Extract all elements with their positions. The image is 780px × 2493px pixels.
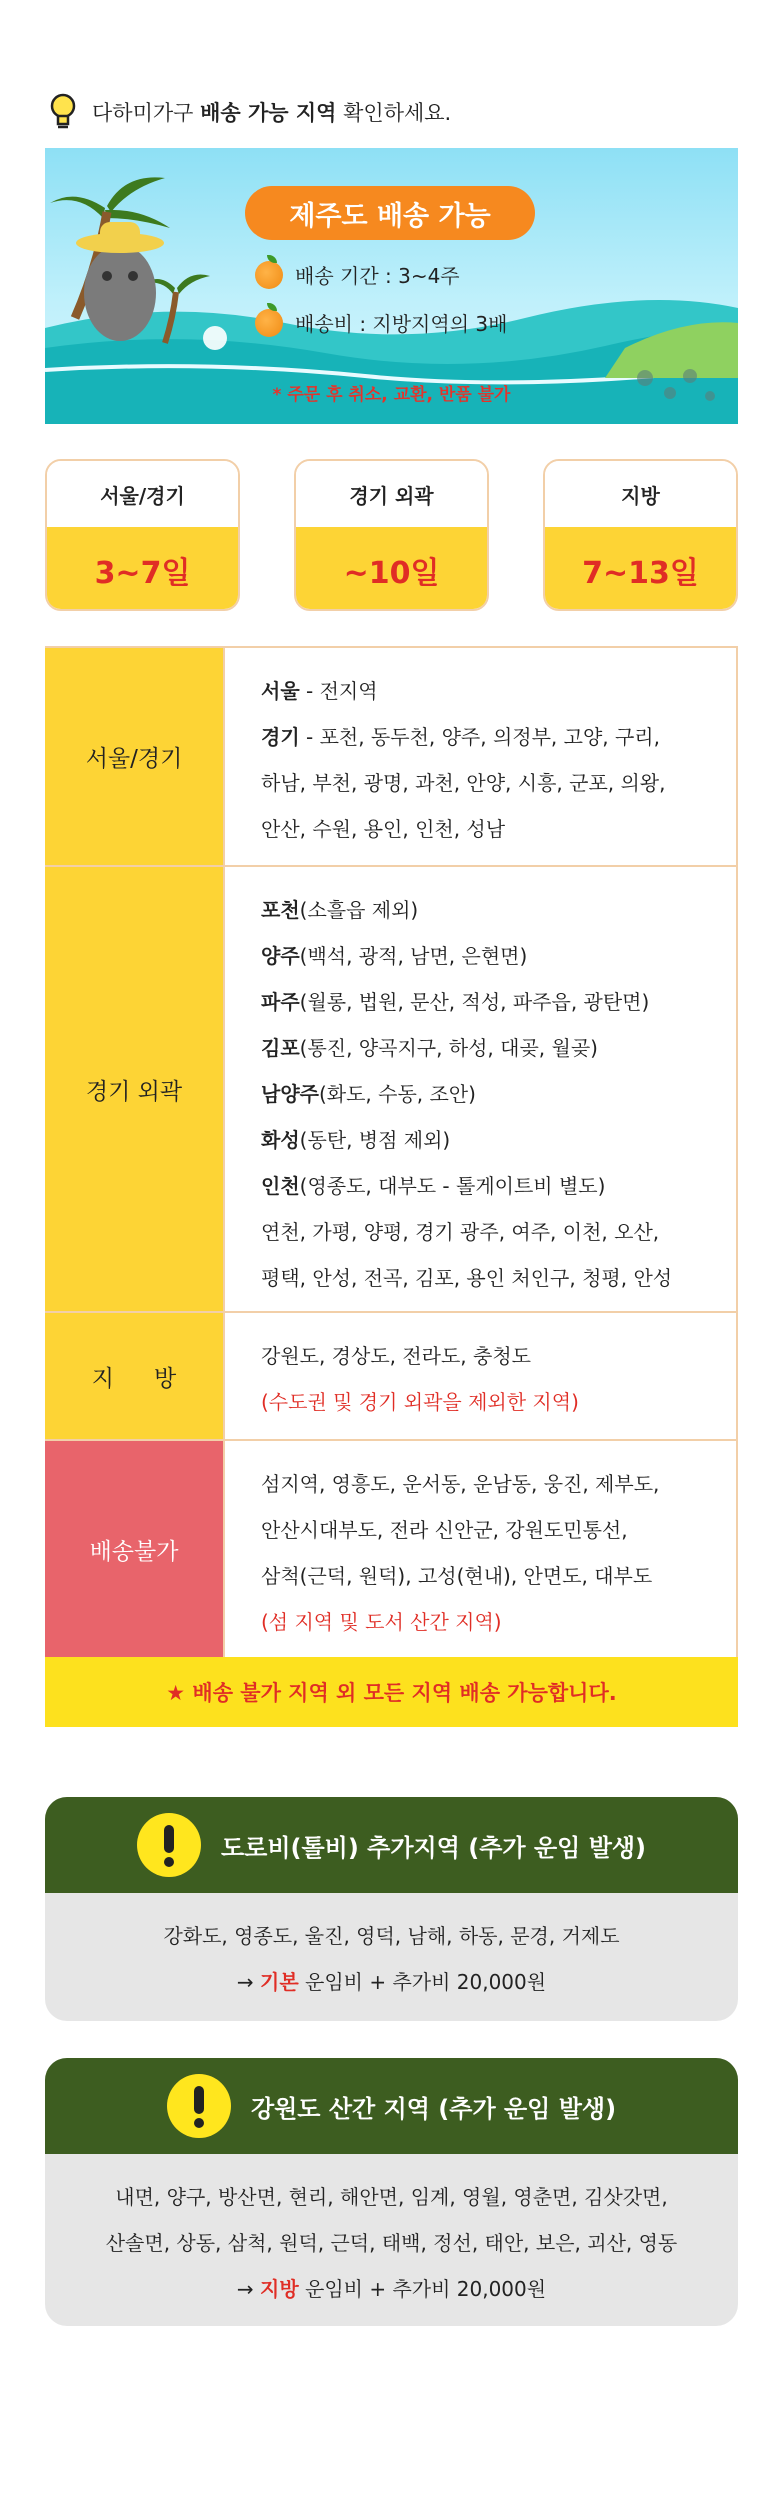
tangerine-icon [255,261,283,289]
table-row-content: 포천(소흘읍 제외) 양주(백석, 광적, 남면, 은현면) 파주(월롱, 법원, 문산, 적성, 파주읍, 광탄면) 김포(통진, 양곡지구, 하성, 대곶, 월곶) 남양주(화도, 수동, 조안) 화성(동탄, 병점 제외) 인천(영종도, 대부도 - 톨게이트비 별도) 연천, 가평, 양평, 경기 광주, 여주, 이천, 오산, 평택, 안성, 전곡, 김포, 용인 처인구, 청평, 안성 [223,867,738,1311]
jeju-period-line [255,260,460,289]
mountain-fee-price: → 지방 운임비 + 추가비 20,000원 [236,2277,547,2301]
intro-text: 다하미가구 배송 가능 지역 확인하세요. [92,101,452,125]
jeju-period-text: 배송 기간 : 3~4주 [295,264,460,288]
mountain-fee-box [45,2058,738,2326]
mountain-fee-body [45,2154,738,2326]
jeju-banner [45,148,738,424]
table-row-content: 섬지역, 영흥도, 운서동, 운남동, 웅진, 제부도, 안산시대부도, 전라 신안군, 강원도민통선, 삼척(근덕, 원덕), 고성(현내), 안면도, 대부도 (섬 지역 및 도서 산간 지역) [223,1441,738,1657]
toll-fee-header [45,1797,738,1893]
region-card-days: 7~13일 [545,527,736,611]
region-card-name: 지방 [545,461,736,527]
exclamation-icon [167,2074,231,2138]
table-row-content: 강원도, 경상도, 전라도, 충청도 (수도권 및 경기 외곽을 제외한 지역) [223,1313,738,1439]
mountain-fee-areas-2: 산솔면, 상동, 삼척, 원덕, 근덕, 태백, 정선, 태안, 보은, 괴산, 영동 [105,2231,678,2255]
delivery-available-notice: ★ 배송 불가 지역 외 모든 지역 배송 가능합니다. [45,1657,738,1727]
toll-fee-areas: 강화도, 영종도, 울진, 영덕, 남해, 하동, 문경, 거제도 [163,1924,620,1948]
table-row-content: 서울 - 전지역 경기 - 포천, 동두천, 양주, 의정부, 고양, 구리, 하남, 부천, 광명, 과천, 안양, 시흥, 군포, 의왕, 안산, 수원, 용인, 인천, 성남 [223,648,738,865]
jeju-fee-text: 배송비 : 지방지역의 3배 [295,312,508,336]
region-card-seoul [45,459,240,611]
table-row-label: 배송불가 [45,1441,223,1657]
jeju-fee-line [255,308,507,337]
mountain-fee-header [45,2058,738,2154]
table-row-label: 지방 [45,1313,223,1439]
intro-line [48,88,451,136]
table-row-outer [45,867,738,1313]
region-card-name: 서울/경기 [47,461,238,527]
toll-fee-price: → 기본 운임비 + 추가비 20,000원 [236,1970,547,1994]
mountain-fee-title: 강원도 산간 지역 (추가 운임 발생) [250,2094,617,2123]
region-card-local [543,459,738,611]
table-row-seoul [45,648,738,867]
lightbulb-icon [48,92,78,132]
toll-fee-box [45,1797,738,2021]
toll-fee-title: 도로비(톨비) 추가지역 (추가 운임 발생) [220,1833,647,1862]
region-card-days: ~10일 [296,527,487,611]
table-row-label: 서울/경기 [45,648,223,865]
region-card-days: 3~7일 [47,527,238,611]
toll-fee-body [45,1893,738,2021]
tangerine-icon [255,309,283,337]
jeju-banner-note: * 주문 후 취소, 교환, 반품 불가 [272,385,511,405]
region-card-outer [294,459,489,611]
table-row-label: 경기 외곽 [45,867,223,1311]
table-row-unavailable [45,1441,738,1659]
region-table [45,646,738,1659]
region-card-name: 경기 외곽 [296,461,487,527]
table-row-local [45,1313,738,1441]
mountain-fee-areas-1: 내면, 양구, 방산면, 현리, 해안면, 임계, 영월, 영춘면, 김삿갓면, [115,2185,668,2209]
exclamation-icon [137,1813,201,1877]
jeju-banner-title: 제주도 배송 가능 [245,186,535,240]
